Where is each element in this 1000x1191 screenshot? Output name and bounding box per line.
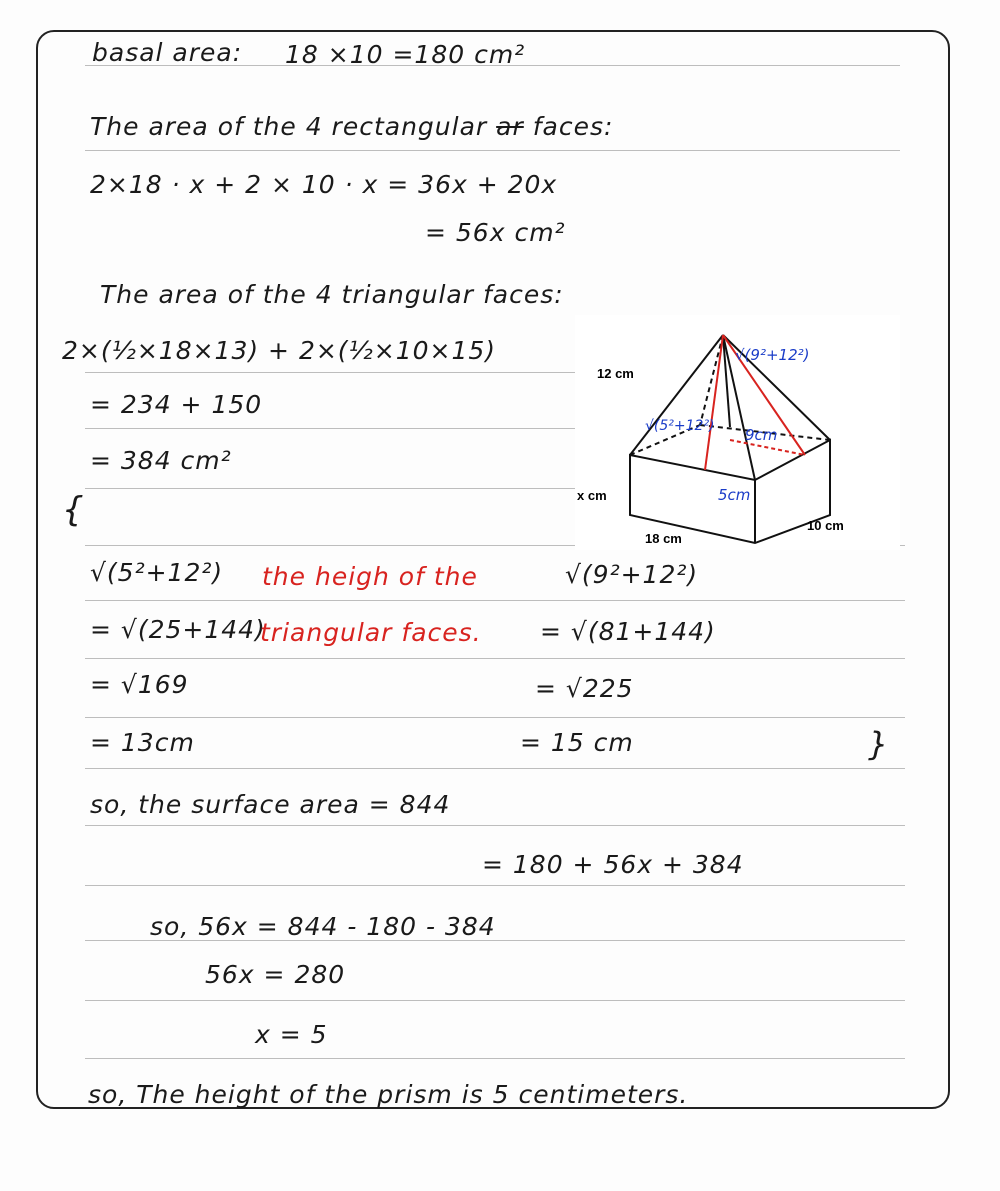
open-brace: {: [62, 490, 85, 530]
red-note-line1: the heigh of the: [262, 562, 478, 591]
note-sqrt-9-12: √(9²+12²): [735, 346, 810, 364]
surface-area-sum: = 180 + 56x + 384: [482, 850, 744, 879]
ruled-line: [85, 428, 575, 429]
label-xcm: x cm: [577, 488, 607, 503]
label-10cm: 10 cm: [807, 518, 844, 533]
ruled-line: [85, 150, 900, 151]
red-note-line2: triangular faces.: [260, 618, 482, 647]
basal-area-calc: 18 ×10 =180 cm²: [285, 40, 526, 69]
struck-text: ar: [496, 112, 524, 141]
close-brace: }: [868, 725, 890, 763]
equation-1: so, 56x = 844 - 180 - 384: [150, 912, 496, 941]
equation-2: 56x = 280: [205, 960, 346, 989]
ruled-line: [85, 1058, 905, 1059]
label-12cm: 12 cm: [597, 366, 634, 381]
ruled-line: [85, 717, 905, 718]
surface-area-line: so, the surface area = 844: [90, 790, 451, 819]
height1-step2: = √169: [90, 670, 189, 699]
tri-faces-heading: The area of the 4 triangular faces:: [100, 280, 564, 309]
tri-faces-sum: = 234 + 150: [90, 390, 263, 419]
tri-faces-result: = 384 cm²: [90, 446, 232, 475]
ruled-line: [85, 768, 905, 769]
height2-step2: = √225: [535, 674, 634, 703]
rect-faces-calc: 2×18 · x + 2 × 10 · x = 36x + 20x: [90, 170, 558, 199]
prism-pyramid-diagram: [575, 315, 900, 554]
rect-heading-text: The area of the 4 rectangular: [90, 112, 488, 141]
rect-faces-heading: [90, 112, 613, 141]
ruled-line: [85, 825, 905, 826]
height2-step1: = √(81+144): [540, 617, 716, 646]
label-18cm: 18 cm: [645, 531, 682, 546]
ruled-line: [85, 600, 905, 601]
height2-expr: √(9²+12²): [565, 560, 699, 589]
tri-faces-calc: 2×(½×18×13) + 2×(½×10×15): [62, 336, 497, 365]
ruled-line: [85, 1000, 905, 1001]
ruled-line: [85, 488, 575, 489]
basal-area-label: basal area:: [92, 38, 243, 67]
height1-result: = 13cm: [90, 728, 195, 757]
ruled-line: [85, 372, 575, 373]
note-sqrt-5-12: √(5²+12²): [645, 418, 715, 434]
conclusion: so, The height of the prism is 5 centimeters.: [88, 1080, 689, 1109]
note-9cm: 9cm: [745, 426, 778, 444]
rect-faces-result: = 56x cm²: [425, 218, 566, 247]
ruled-line: [85, 885, 905, 886]
ruled-line: [85, 658, 905, 659]
note-5cm: 5cm: [718, 486, 751, 504]
equation-3: x = 5: [255, 1020, 328, 1049]
rect-heading-end: faces:: [532, 112, 614, 141]
height1-step1: = √(25+144): [90, 615, 266, 644]
height1-expr: √(5²+12²): [90, 558, 224, 587]
height2-result: = 15 cm: [520, 728, 634, 757]
